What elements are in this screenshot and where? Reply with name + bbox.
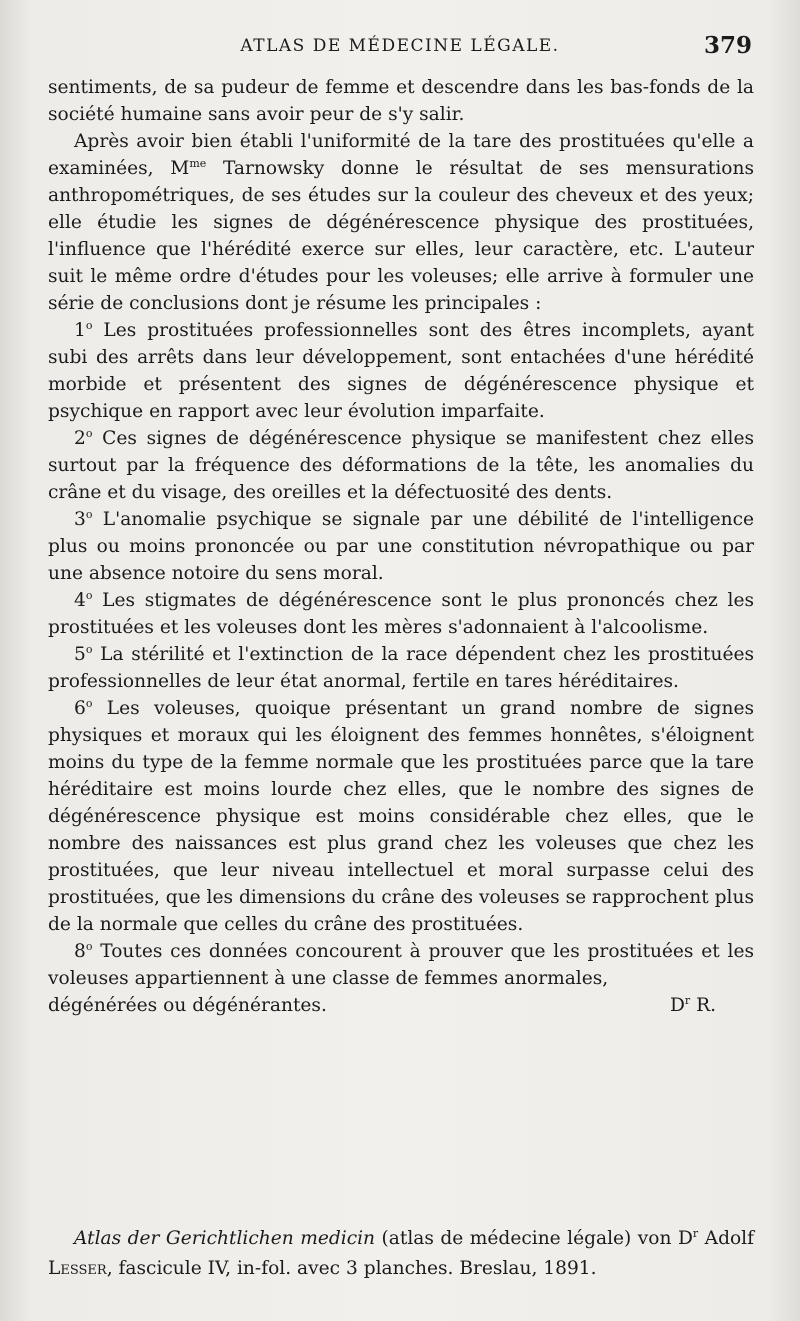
conclusion-1: 1$^o$ Les prostituées professionnelles sont des êtres incomplets, ayant subi des arrêts dans leur développement, sont entachées d'une hérédité morbide et présentent des signes de dégénérescence physique et psychique en rapport avec leur évolution imparfaite. xyxy=(48,318,754,422)
page-number: 379 xyxy=(703,32,752,59)
conclusion-6: 6$^o$ Les voleuses, quoique présentant un grand nombre de signes physiques et moraux qui les éloignent des femmes honnêtes, s'éloignent moins du type de la femme normale que les prostituées parce que la tare héréditaire est moins lourde chez elles, que le nombre des signes de dégénérescence physique est moins considérable chez elles, que le nombre des naissances est plus grand chez les voleuses que chez les prostituées, que leur niveau intellectuel et moral surpasse celui des prostituées, que les dimensions du crâne des voleuses se rapprochent plus de la normale que celles du crâne des prostituées. xyxy=(48,696,755,935)
paragraph-summary: Après avoir bien établi l'uniformité de la tare des prostituées qu'elle a examinées, $M^{me}$ Tarnowsky donne le résultat de ses mensurations anthropométriques, de ses études sur la couleur des cheveux et des yeux; elle étudie les signes de dégénérescence physique des prostituées, l'influence que l'hérédité exerce sur elles, leur caractère, etc. L'auteur suit le même ordre d'études pour les voleuses; elle arrive à formuler une série de conclusions dont je résume les principales : xyxy=(48,131,754,314)
conclusion-5: 5$^o$ La stérilité et l'extinction de la race dépendent chez les prostituées professionnelles de leur état anormal, fertile en tares héréditaires. xyxy=(48,642,754,692)
conclusion-8: 8$^o$ Toutes ces données concourent à prouver que les prostituées et les voleuses appartiennent à une classe de femmes anormales, xyxy=(48,939,754,989)
reference-author: $D^r$ Adolf Lesser xyxy=(48,1226,755,1279)
conclusion-2: 2$^o$ Ces signes de dégénérescence physique se manifestent chez elles surtout par la fréquence des déformations de la tête, les anomalies du crâne et du visage, des oreilles et la défectuosité des dents. xyxy=(48,426,754,503)
body-text xyxy=(48,74,754,1019)
paragraph-continued: sentiments, de sa pudeur de femme et descendre dans les bas-fonds de la société humaine sans avoir peur de s'y salir. xyxy=(48,77,754,125)
reference-title: Atlas der Gerichtlichen medicin xyxy=(74,1228,376,1249)
conclusion-8-end: dégénérées ou dégénérantes. xyxy=(48,995,327,1016)
page-header xyxy=(40,30,760,66)
signature: $D^r$ R. xyxy=(669,993,716,1016)
bibliographic-reference: Atlas der Gerichtlichen medicin (atlas de médecine légale) von $D^r$ Adolf Lesser, fascicule IV, in-fol. avec 3 planches. Breslau, 1891. xyxy=(48,1226,755,1279)
conclusion-3: 3$^o$ L'anomalie psychique se signale par une débilité de l'intelligence plus ou moins prononcée ou par une constitution névropathique ou par une absence notoire du sens moral. xyxy=(48,507,754,584)
running-title: ATLAS DE MÉDECINE LÉGALE. xyxy=(240,36,560,56)
conclusion-4: 4$^o$ Les stigmates de dégénérescence sont le plus prononcés chez les prostituées et les voleuses dont les mères s'adonnaient à l'alcoolisme. xyxy=(48,588,754,638)
closing-line xyxy=(48,992,754,1019)
